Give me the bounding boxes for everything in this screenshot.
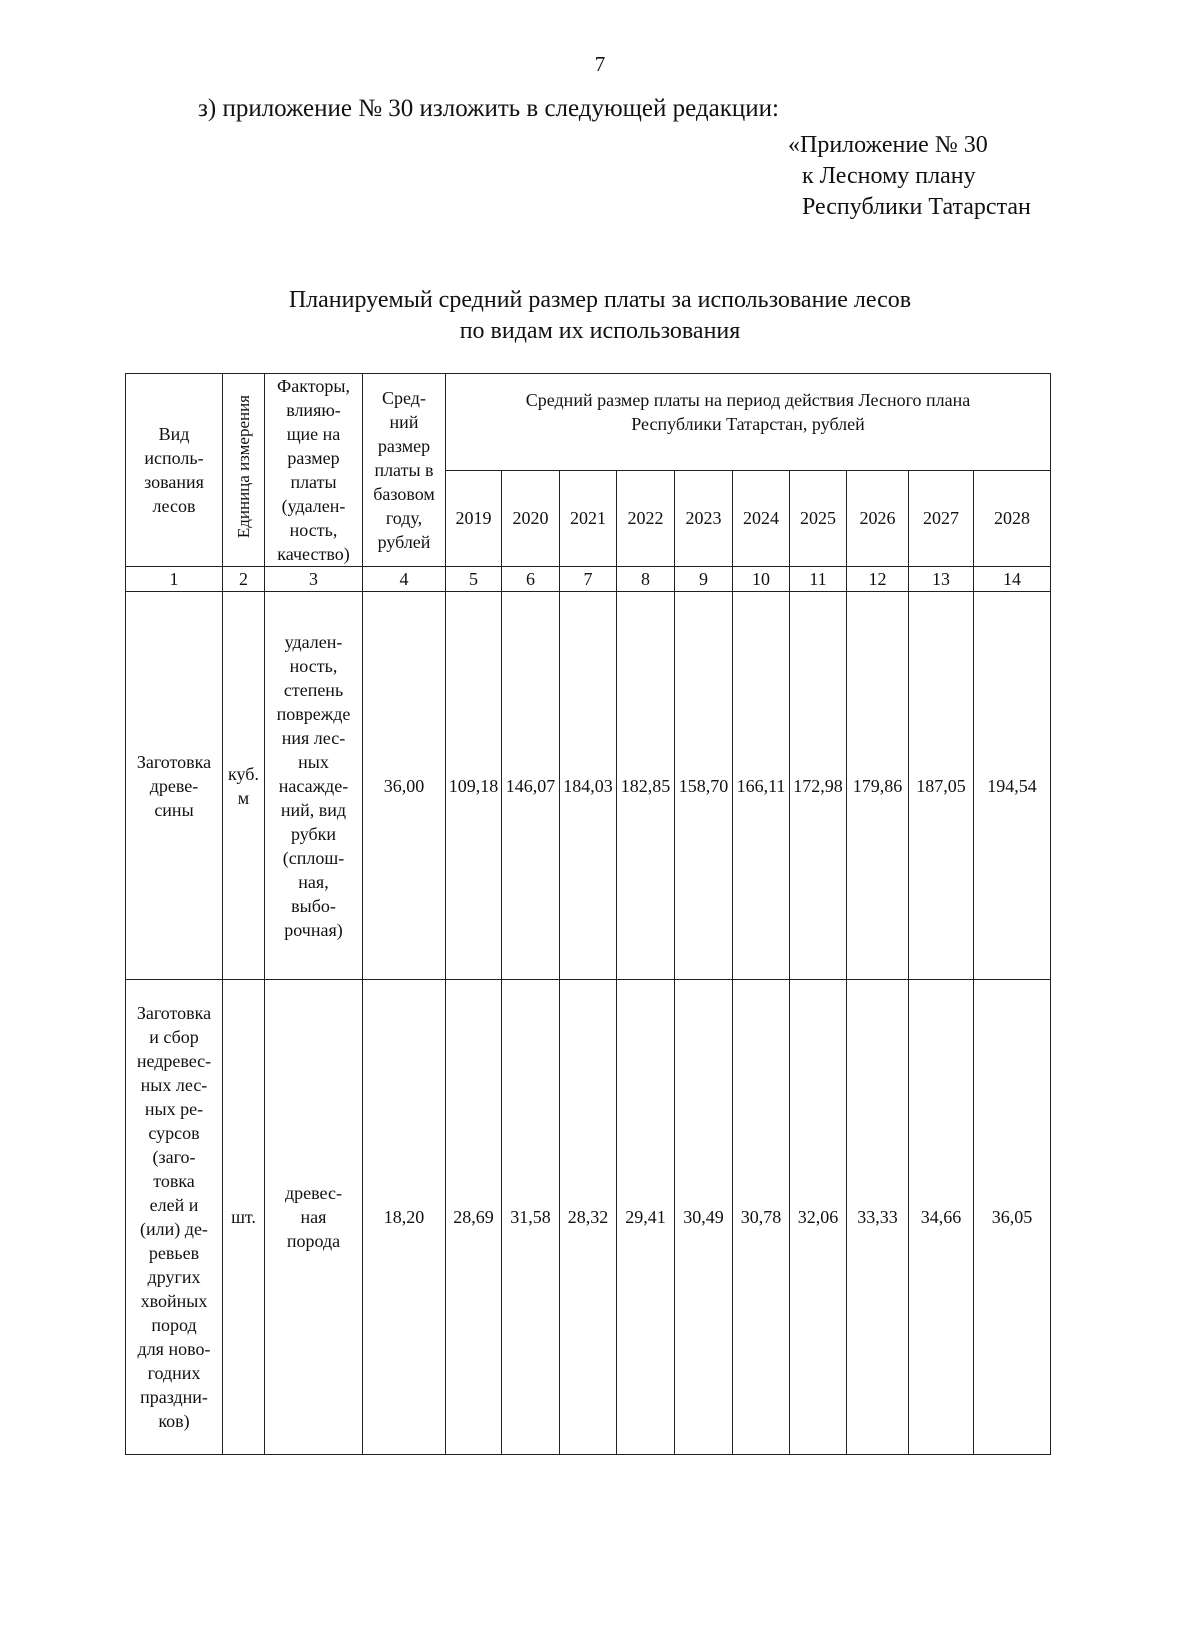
column-number: 6 xyxy=(502,567,560,592)
row-unit: куб. м xyxy=(223,592,265,980)
header-base: Сред- ний размер платы в базовом году, рублей xyxy=(363,374,446,567)
header-row-1 xyxy=(126,374,1051,471)
row-factors: удален- ность, степень поврежде ния лес- ных насажде- ний, вид рубки (сплош- ная, выбо- рочная) xyxy=(265,592,363,980)
row-base-value: 36,00 xyxy=(363,592,446,980)
column-number-row xyxy=(126,567,1051,592)
column-number: 2 xyxy=(223,567,265,592)
column-number: 11 xyxy=(790,567,847,592)
instruction-text: з) приложение № 30 изложить в следующей редакции: xyxy=(198,95,779,122)
row-value: 158,70 xyxy=(675,592,733,980)
year-cell: 2025 xyxy=(790,470,847,567)
row-value: 28,32 xyxy=(560,980,617,1455)
year-cell: 2026 xyxy=(847,470,909,567)
row-value: 146,07 xyxy=(502,592,560,980)
row-value: 30,49 xyxy=(675,980,733,1455)
row-value: 34,66 xyxy=(909,980,974,1455)
page-number: 7 xyxy=(594,52,606,76)
year-cell: 2020 xyxy=(502,470,560,567)
row-factors: древес- ная порода xyxy=(265,980,363,1455)
column-number: 13 xyxy=(909,567,974,592)
table-row xyxy=(126,592,1051,980)
header-kind: Вид исполь- зования лесов xyxy=(126,374,223,567)
year-cell: 2027 xyxy=(909,470,974,567)
row-value: 172,98 xyxy=(790,592,847,980)
row-value: 109,18 xyxy=(446,592,502,980)
row-value: 184,03 xyxy=(560,592,617,980)
row-base-value: 18,20 xyxy=(363,980,446,1455)
table-row xyxy=(126,980,1051,1455)
column-number: 5 xyxy=(446,567,502,592)
year-cell: 2022 xyxy=(617,470,675,567)
row-value: 179,86 xyxy=(847,592,909,980)
header-unit xyxy=(223,374,265,567)
row-value: 28,69 xyxy=(446,980,502,1455)
row-value: 194,54 xyxy=(974,592,1051,980)
row-value: 29,41 xyxy=(617,980,675,1455)
appendix-block xyxy=(788,130,1031,223)
title-line-1: Планируемый средний размер платы за использование лесов xyxy=(288,287,912,313)
year-cell: 2021 xyxy=(560,470,617,567)
fee-table xyxy=(125,373,1051,1455)
row-value: 187,05 xyxy=(909,592,974,980)
row-value: 166,11 xyxy=(733,592,790,980)
row-value: 182,85 xyxy=(617,592,675,980)
year-cell: 2024 xyxy=(733,470,790,567)
appendix-line-2: к Лесному плану xyxy=(802,163,976,189)
column-number: 1 xyxy=(126,567,223,592)
year-cell: 2028 xyxy=(974,470,1051,567)
appendix-line-3: Республики Татарстан xyxy=(802,194,1031,220)
row-value: 32,06 xyxy=(790,980,847,1455)
header-period: Средний размер платы на период действия Лесного плана Республики Татарстан, рублей xyxy=(446,374,1051,471)
appendix-line-1: «Приложение № 30 xyxy=(788,132,988,158)
row-value: 31,58 xyxy=(502,980,560,1455)
column-number: 4 xyxy=(363,567,446,592)
column-number: 9 xyxy=(675,567,733,592)
year-cell: 2019 xyxy=(446,470,502,567)
row-value: 33,33 xyxy=(847,980,909,1455)
row-unit: шт. xyxy=(223,980,265,1455)
header-unit-label: Единица измерения xyxy=(233,395,253,539)
column-number: 14 xyxy=(974,567,1051,592)
column-number: 8 xyxy=(617,567,675,592)
column-number: 7 xyxy=(560,567,617,592)
header-factors: Факторы, влияю- щие на размер платы (удален- ность, качество) xyxy=(265,374,363,567)
row-value: 30,78 xyxy=(733,980,790,1455)
column-number: 12 xyxy=(847,567,909,592)
title-line-2: по видам их использования xyxy=(459,318,741,344)
row-kind: Заготовка и сбор недревес- ных лес- ных ре- сурсов (заго- товка елей и (или) де- ревьев других хвойных пород для ново- годних праздни- ков) xyxy=(126,980,223,1455)
year-cell: 2023 xyxy=(675,470,733,567)
column-number: 10 xyxy=(733,567,790,592)
document-title xyxy=(0,285,1200,347)
column-number: 3 xyxy=(265,567,363,592)
row-kind: Заготовка древе- сины xyxy=(126,592,223,980)
row-value: 36,05 xyxy=(974,980,1051,1455)
